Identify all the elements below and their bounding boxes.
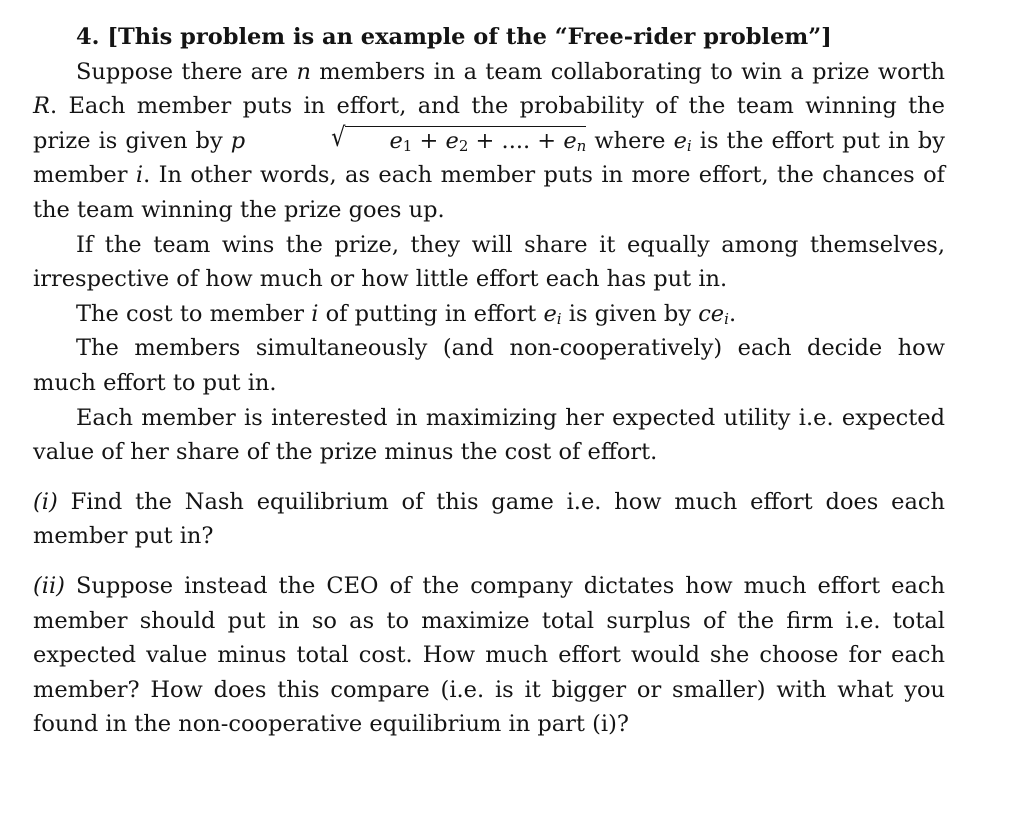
heading-text: 4. [This problem is an example of the “Free-rider problem”] [76,24,832,50]
var-e2: e [445,127,459,154]
sub-1: 1 [402,136,413,155]
question-i [33,485,945,554]
question-ii-label: (ii) [33,572,65,599]
problem-heading [33,20,945,55]
cost-text-b: of putting in effort [318,300,544,327]
var-en: e [563,127,577,154]
setup-text-b: members in a team collaborating to win a prize worth [310,58,945,85]
problem-document [33,20,945,742]
setup-text-e: is the effort put in by member [33,127,945,189]
var-ce: ce [698,300,725,327]
cost-text-a: The cost to member [76,300,312,327]
paragraph-setup [33,55,945,228]
var-e-cost: e [543,300,557,327]
sqrt-expression [245,124,586,159]
var-i: i [135,162,144,189]
sub-i-ce: i [724,309,729,328]
paragraph-sharing: If the team wins the prize, they will share it equally among themselves, irrespective of how much or how little effort each has put in. [33,231,945,293]
cost-text-c: is given by [561,300,699,327]
question-ii-text: Suppose instead the CEO of the company dictates how much effort each member should put in so as to maximize total surplus of the firm i.e. total expected value minus total cost. How much effort would she choose for each member? How does this compare (i.e. is it bigger or smaller) with what you found in the non-cooperative equilibrium in part (i)? [33,572,945,738]
plus-sign: + [412,127,446,154]
sqrt-sign-icon: √ [331,122,346,153]
sub-i: i [686,136,692,155]
var-e1: e [389,127,403,154]
question-i-text: Find the Nash equilibrium of this game i.e. how much effort does each member put in? [33,488,945,550]
sqrt-radicand [345,126,586,154]
paragraph-simultaneous: The members simultaneously (and non-cooperatively) each decide how much effort to put in. [33,335,945,396]
var-R: R [33,93,50,120]
ellipsis-sum: + .... + [468,127,564,154]
sub-n: n [576,136,587,155]
setup-text-d: where [586,127,674,154]
var-n: n [296,58,311,85]
question-i-label: (i) [33,488,58,515]
paragraph-cost [33,297,945,332]
paragraph-utility: Each member is interested in maximizing her expected utility i.e. expected value of her share of the prize minus the cost of effort. [33,404,945,466]
var-ei: e [673,127,687,154]
sub-2: 2 [458,136,469,155]
question-ii [33,569,945,742]
setup-text-f: . In other words, as each member puts in more effort, the chances of the team winning the prize goes up. [33,162,945,223]
setup-text-a: Suppose there are [76,58,297,85]
sub-i-cost: i [556,309,562,328]
var-i-cost: i [311,300,319,327]
setup-text-c: . Each member puts in effort, and the probability of the team winning the prize is given by [33,93,945,154]
cost-text-d: . [728,300,737,327]
var-p: p [230,127,246,154]
